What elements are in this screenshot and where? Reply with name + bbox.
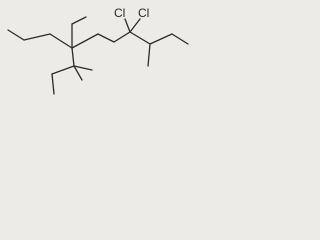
bond: [150, 34, 172, 44]
bond: [148, 44, 150, 66]
bond: [72, 17, 86, 24]
bond: [8, 30, 24, 40]
bond: [50, 34, 72, 48]
bond: [74, 66, 92, 70]
bond: [72, 34, 98, 48]
bond: [114, 32, 130, 42]
bond: [125, 19, 130, 32]
bond: [72, 48, 74, 66]
bond: [52, 66, 74, 74]
chlorine-atom-label: Cl: [114, 6, 126, 20]
bond: [172, 34, 188, 44]
molecule-diagram: [0, 0, 200, 112]
bond: [130, 19, 140, 32]
bond: [52, 74, 54, 94]
chlorine-atom-label: Cl: [138, 6, 150, 20]
skeletal-structure: [0, 0, 200, 112]
bond: [98, 34, 114, 42]
bond: [24, 34, 50, 40]
bond: [130, 32, 150, 44]
